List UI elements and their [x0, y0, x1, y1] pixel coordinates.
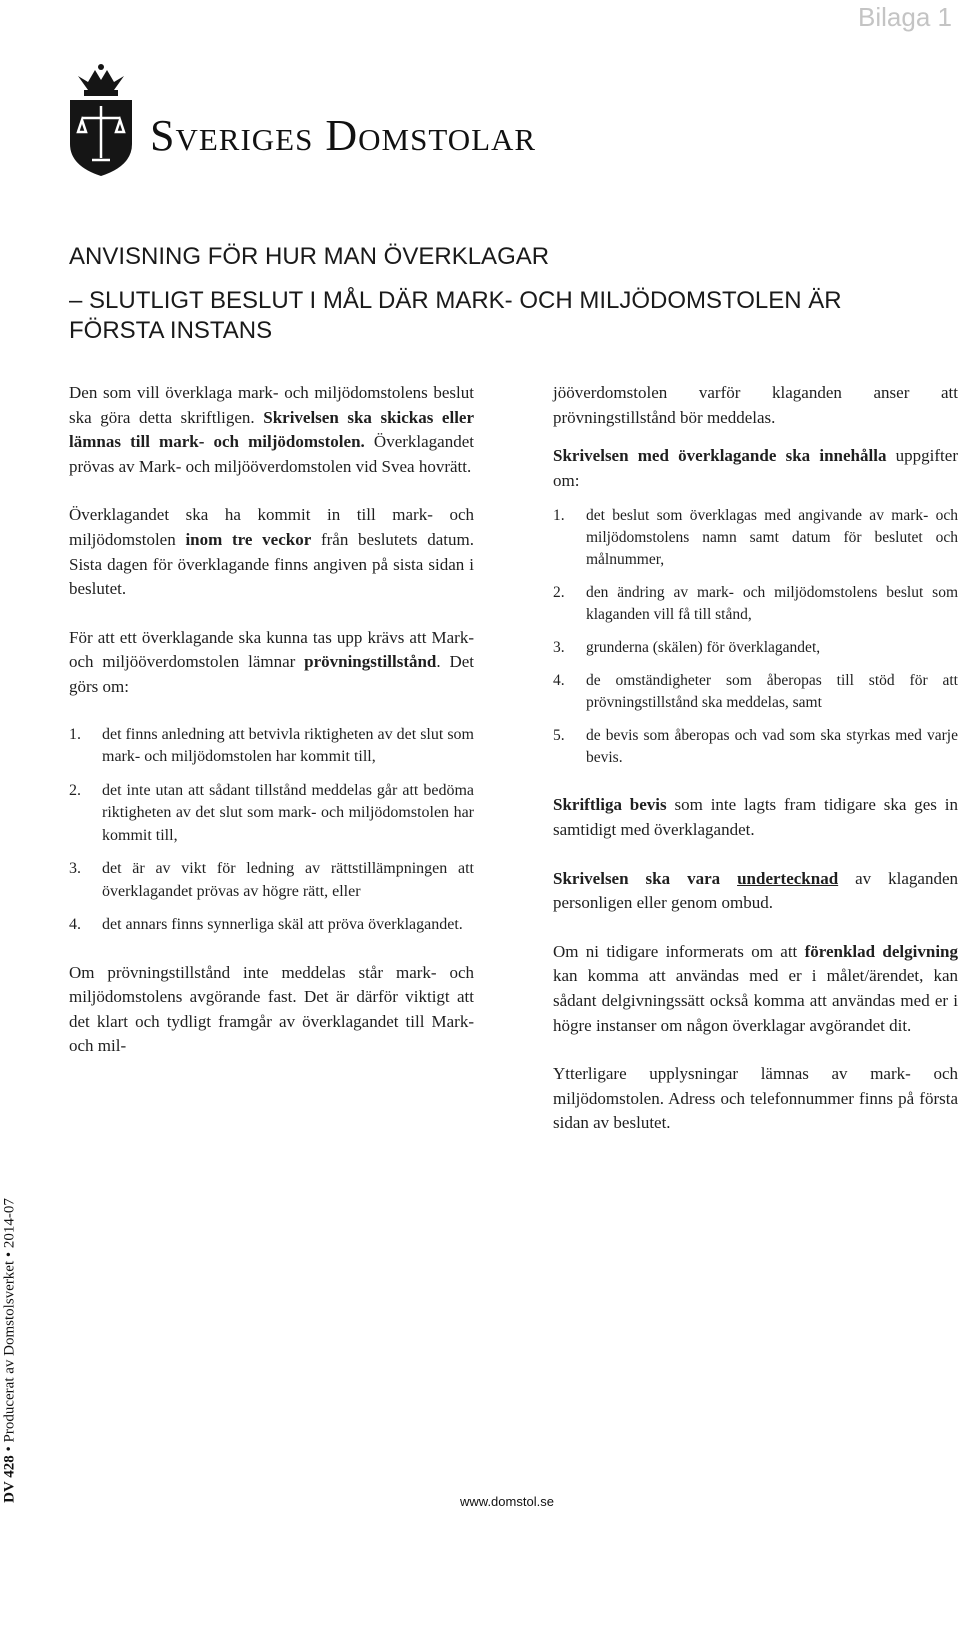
paragraph-content-heading: Skrivelsen med överklagande ska innehålla uppgifter om: — [553, 446, 958, 490]
list-item: 5. de bevis som åberopas och vad som ska styrkas med varje bevis. — [553, 727, 958, 767]
list-item: 4. de omständigheter som åberopas till stöd för att prövningstillstånd ska meddelas, samt — [553, 672, 958, 712]
list-item: 3. grunderna (skälen) för överklagandet, — [553, 639, 821, 657]
sveriges-domstolar-logo — [66, 62, 596, 182]
list-item: 2. det inte utan att sådant tillstånd meddelas går att bedöma riktigheten av det slut som mark- och miljödomstolen har kommit till, — [69, 781, 474, 844]
paragraph-no-leave: Om prövningstillstånd inte meddelas står mark- och miljödomstolens avgörande fast. Det är därför viktigt att det klart och tydligt framgår av överklagandet till Mark- och mil- — [69, 962, 474, 1056]
right-column — [553, 381, 958, 1160]
left-column — [69, 381, 474, 1083]
footer-url[interactable]: www.domstol.se — [460, 1494, 554, 1509]
paragraph-continuation: jööverdomstolen varför klaganden anser att prövningstillstånd bör meddelas. — [553, 383, 958, 427]
paragraph-leave-to-appeal: För att ett överklagande ska kunna tas upp krävs att Mark- och miljööverdomstolen lämnar prövningstillstånd. Det görs om: — [69, 627, 474, 696]
list-item: 4. det annars finns synnerliga skäl att pröva överklagandet. — [69, 916, 463, 934]
coat-of-arms-icon — [66, 62, 136, 182]
paragraph-deadline: Överklagandet ska ha kommit in till mark- och miljödomstolen inom tre veckor från beslutets datum. Sista dagen för överklagande finns angiven på sista sidan i beslutet. — [69, 505, 474, 599]
paragraph-more-info: Ytterligare upplysningar lämnas av mark- och miljödomstolen. Adress och telefonnummer finns på första sidan av beslutet. — [553, 1064, 958, 1133]
paragraph-service: Om ni tidigare informerats om att förenklad delgivning kan komma att användas med er i målet/ärendet, kan sådant delgivningssätt också komma att användas med er i högre instanser om någon överklagar avgörandet dit. — [553, 941, 958, 1035]
list-item: 1. det finns anledning att betvivla riktigheten av det slut som mark- och miljödomstolen har kommit till, — [69, 725, 474, 766]
appendix-label: Bilaga 1 — [858, 2, 952, 32]
list-item: 2. den ändring av mark- och miljödomstolens beslut som klaganden vill få till stånd, — [553, 584, 958, 624]
document-subtitle: – SLUTLIGT BESLUT I MÅL DÄR MARK- OCH MILJÖDOMSTOLEN ÄR FÖRSTA INSTANS — [69, 287, 842, 344]
paragraph-submission: Den som vill överklaga mark- och miljödomstolens beslut ska göra detta skriftligen. Skrivelsen ska skickas eller lämnas till mark- och miljödomstolen. Överklagandet prövas av Mark- och miljööverdomstolen vid Svea hovrätt. — [69, 383, 475, 476]
list-item: 1. det beslut som överklagas med angivande av mark- och miljödomstolens namn samt datum för beslutet och målnummer, — [553, 507, 958, 569]
list-item: 3. det är av vikt för ledning av rättstillämpningen att överklagandet prövas av högre rätt, eller — [69, 860, 474, 900]
appeal-content-list — [553, 505, 958, 769]
paragraph-written-evidence: Skriftliga bevis som inte lagts fram tidigare ska ges in samtidigt med överklagandet. — [553, 795, 958, 839]
leave-conditions-list — [69, 724, 474, 937]
paragraph-signature: Skrivelsen ska vara undertecknad av klaganden personligen eller genom ombud. — [553, 868, 958, 913]
document-title: ANVISNING FÖR HUR MAN ÖVERKLAGAR — [69, 243, 550, 270]
side-production-note: DV 428 • Producerat av Domstolsverket • 2014-07 — [1, 1198, 18, 1503]
logo-wordmark: Sveriges Domstolar — [150, 111, 537, 160]
